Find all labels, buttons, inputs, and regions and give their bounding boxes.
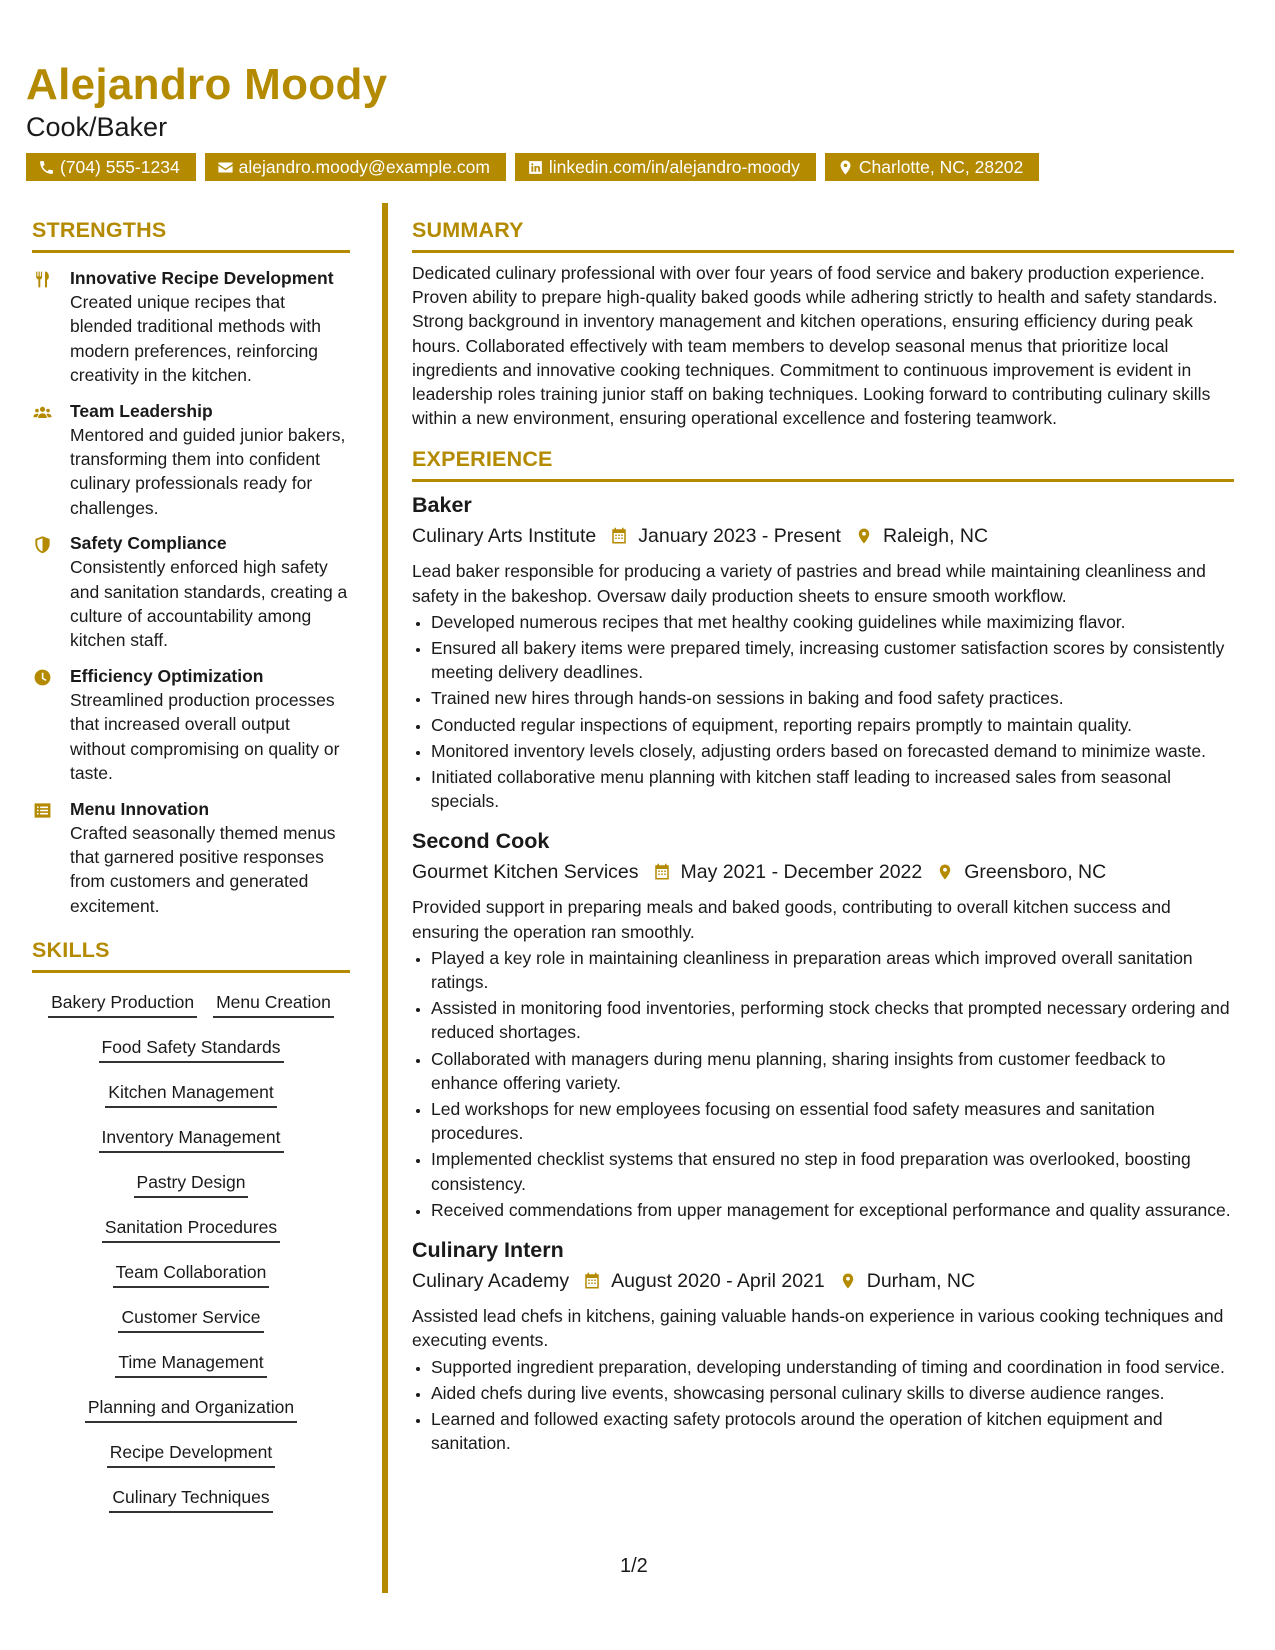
- calendar-icon: [653, 862, 671, 882]
- strength-item: [32, 665, 350, 786]
- bullet-item: • Developed numerous recipes that met healthy cooking guidelines while maximizing flavor.: [431, 610, 1234, 634]
- envelope-icon: [217, 159, 234, 176]
- job-bullets: [412, 1355, 1234, 1456]
- skill-tag: Planning and Organization: [85, 1396, 297, 1423]
- bullet-item: • Collaborated with managers during menu planning, sharing insights from customer feedback to enhance offering variety.: [431, 1047, 1234, 1095]
- strength-name: Efficiency Optimization: [70, 665, 264, 686]
- job-description: Assisted lead chefs in kitchens, gaining valuable hands-on experience in various cooking techniques and executing events.: [412, 1306, 1224, 1351]
- job-description: Lead baker responsible for producing a variety of pastries and bread while maintaining cleanliness and safety in the bakeshop. Oversaw daily production sheets to ensure smooth workflow.: [412, 561, 1206, 606]
- strength-desc: Consistently enforced high safety and sanitation standards, creating a culture of accountability among kitchen staff.: [70, 557, 348, 651]
- contact-linkedin-text: linkedin.com/in/alejandro-moody: [548, 157, 800, 177]
- strength-desc: Streamlined production processes that increased overall output without compromising on quality or taste.: [70, 689, 340, 784]
- strengths-list: [32, 267, 350, 918]
- phone-icon: [38, 159, 55, 176]
- contact-email-text: alejandro.moody@example.com: [238, 157, 490, 177]
- shield-icon: [32, 535, 53, 554]
- contact-bar: [26, 153, 1039, 181]
- strength-name: Safety Compliance: [70, 533, 227, 554]
- job-meta: [412, 521, 1234, 551]
- skills-section: [32, 938, 350, 1513]
- contact-phone[interactable]: [26, 153, 196, 181]
- page-number: 1/2: [620, 1555, 648, 1577]
- bullet-item: • Supported ingredient preparation, developing understanding of timing and coordination in food service.: [431, 1355, 1234, 1379]
- skill-tag: Customer Service: [118, 1306, 263, 1333]
- utensils-icon: [32, 270, 53, 289]
- calendar-icon: [610, 526, 628, 546]
- skill-tag: Kitchen Management: [105, 1081, 276, 1108]
- strengths-heading: STRENGTHS: [32, 218, 350, 253]
- strength-name: Innovative Recipe Development: [70, 268, 334, 288]
- contact-email[interactable]: [205, 153, 506, 181]
- job-meta: [412, 857, 1234, 887]
- job-title: Baker: [412, 493, 472, 518]
- bullet-item: • Implemented checklist systems that ensured no step in food preparation was overlooked, boosting consistency.: [431, 1147, 1234, 1195]
- contact-linkedin[interactable]: [515, 153, 816, 181]
- experience-heading: EXPERIENCE: [412, 447, 1234, 482]
- strength-desc: Created unique recipes that blended traditional methods with modern preferences, reinforcing creativity in the kitchen.: [70, 292, 321, 386]
- linkedin-icon: [527, 159, 544, 176]
- job-location: Greensboro, NC: [964, 861, 1107, 884]
- job-meta: [412, 1266, 1234, 1296]
- skill-tag: Inventory Management: [99, 1126, 284, 1153]
- location-pin-icon: [855, 526, 873, 546]
- clock-icon: [32, 668, 53, 687]
- job-dates: August 2020 - April 2021: [611, 1270, 825, 1293]
- job-company: Culinary Arts Institute: [412, 525, 597, 548]
- contact-phone-text: (704) 555-1234: [60, 157, 180, 177]
- summary-text: Dedicated culinary professional with over four years of food service and bakery production experience. Proven ability to prepare high-quality baked goods while adhering strictly to health and safety standards. Strong background in inventory management and kitchen operations, ensuring efficiency during peak hours. Collaborated effectively with team members to develop seasonal menus that prioritize local ingredients and innovative cooking techniques. Commitment to continuous improvement is evident in leadership roles training junior staff on baking techniques. Looking forward to contributing culinary skills within a new environment, ensuring operational excellence and fostering teamwork.: [412, 263, 1218, 429]
- calendar-icon: [583, 1271, 601, 1291]
- job-location: Durham, NC: [866, 1270, 976, 1293]
- bullet-item: • Initiated collaborative menu planning with kitchen staff leading to increased sales from seasonal specials.: [431, 765, 1234, 813]
- right-column: [412, 218, 1234, 1455]
- experience-section: [412, 447, 1234, 1455]
- job-entry: [412, 827, 1234, 1222]
- skill-tag: Bakery Production: [48, 991, 197, 1018]
- bullet-item: • Played a key role in maintaining cleanliness in preparation areas which improved overall sanitation ratings.: [431, 946, 1234, 994]
- bullet-item: • Learned and followed exacting safety protocols around the operation of kitchen equipment and sanitation.: [431, 1407, 1234, 1455]
- skill-tag: Menu Creation: [213, 991, 334, 1018]
- contact-location: [825, 153, 1039, 181]
- column-divider: [382, 203, 388, 1593]
- job-entry: [412, 1236, 1234, 1455]
- strength-item: [32, 532, 350, 653]
- skill-tag: Team Collaboration: [113, 1261, 270, 1288]
- job-entry: [412, 491, 1234, 813]
- job-description: Provided support in preparing meals and baked goods, contributing to overall kitchen success and ensuring the operation ran smoothly.: [412, 897, 1171, 942]
- left-column: [32, 218, 350, 1513]
- bullet-item: • Aided chefs during live events, showcasing personal culinary skills to diverse audience ranges.: [431, 1381, 1234, 1405]
- skills-list: [32, 991, 350, 1513]
- strength-item: [32, 400, 350, 521]
- strength-item: [32, 267, 350, 388]
- job-company: Gourmet Kitchen Services: [412, 861, 639, 884]
- bullet-item: • Conducted regular inspections of equipment, reporting repairs promptly to maintain quality.: [431, 713, 1234, 737]
- job-location: Raleigh, NC: [882, 525, 989, 548]
- bullet-item: • Ensured all bakery items were prepared timely, increasing customer satisfaction scores by consistently meeting delivery deadlines.: [431, 636, 1234, 684]
- job-bullets: [412, 946, 1234, 1222]
- location-pin-icon: [936, 862, 954, 882]
- users-icon: [32, 403, 53, 422]
- location-pin-icon: [839, 1271, 857, 1291]
- list-icon: [32, 801, 53, 820]
- job-dates: January 2023 - Present: [638, 525, 841, 548]
- bullet-item: • Led workshops for new employees focusing on essential food safety measures and sanitation procedures.: [431, 1097, 1234, 1145]
- skill-tag: Pastry Design: [134, 1171, 249, 1198]
- strength-desc: Crafted seasonally themed menus that garnered positive responses from customers and generated excitement.: [70, 822, 336, 916]
- skill-tag: Food Safety Standards: [99, 1036, 284, 1063]
- location-pin-icon: [837, 159, 854, 176]
- bullet-item: • Received commendations from upper management for exceptional performance and quality assurance.: [431, 1198, 1234, 1222]
- job-dates: May 2021 - December 2022: [680, 861, 923, 884]
- candidate-title: Cook/Baker: [26, 112, 168, 142]
- strength-name: Team Leadership: [70, 400, 213, 421]
- skills-heading: SKILLS: [32, 938, 350, 973]
- skill-tag: Time Management: [115, 1351, 266, 1378]
- job-bullets: [412, 610, 1234, 814]
- contact-location-text: Charlotte, NC, 28202: [858, 157, 1024, 177]
- skill-tag: Culinary Techniques: [109, 1486, 272, 1513]
- skill-tag: Recipe Development: [107, 1441, 275, 1468]
- bullet-item: • Monitored inventory levels closely, adjusting orders based on forecasted demand to minimize waste.: [431, 739, 1234, 763]
- strength-name: Menu Innovation: [70, 798, 210, 819]
- job-title: Second Cook: [412, 829, 550, 854]
- candidate-name: Alejandro Moody: [26, 60, 388, 109]
- strength-desc: Mentored and guided junior bakers, transforming them into confident culinary professionals ready for challenges.: [70, 424, 346, 518]
- job-title: Culinary Intern: [412, 1238, 564, 1263]
- summary-heading: SUMMARY: [412, 218, 1234, 253]
- bullet-item: • Trained new hires through hands-on sessions in baking and food safety practices.: [431, 686, 1234, 710]
- skill-tag: Sanitation Procedures: [102, 1216, 280, 1243]
- strength-item: [32, 798, 350, 919]
- bullet-item: • Assisted in monitoring food inventories, performing stock checks that prompted necessary ordering and reduced shortages.: [431, 996, 1234, 1044]
- job-company: Culinary Academy: [412, 1270, 570, 1293]
